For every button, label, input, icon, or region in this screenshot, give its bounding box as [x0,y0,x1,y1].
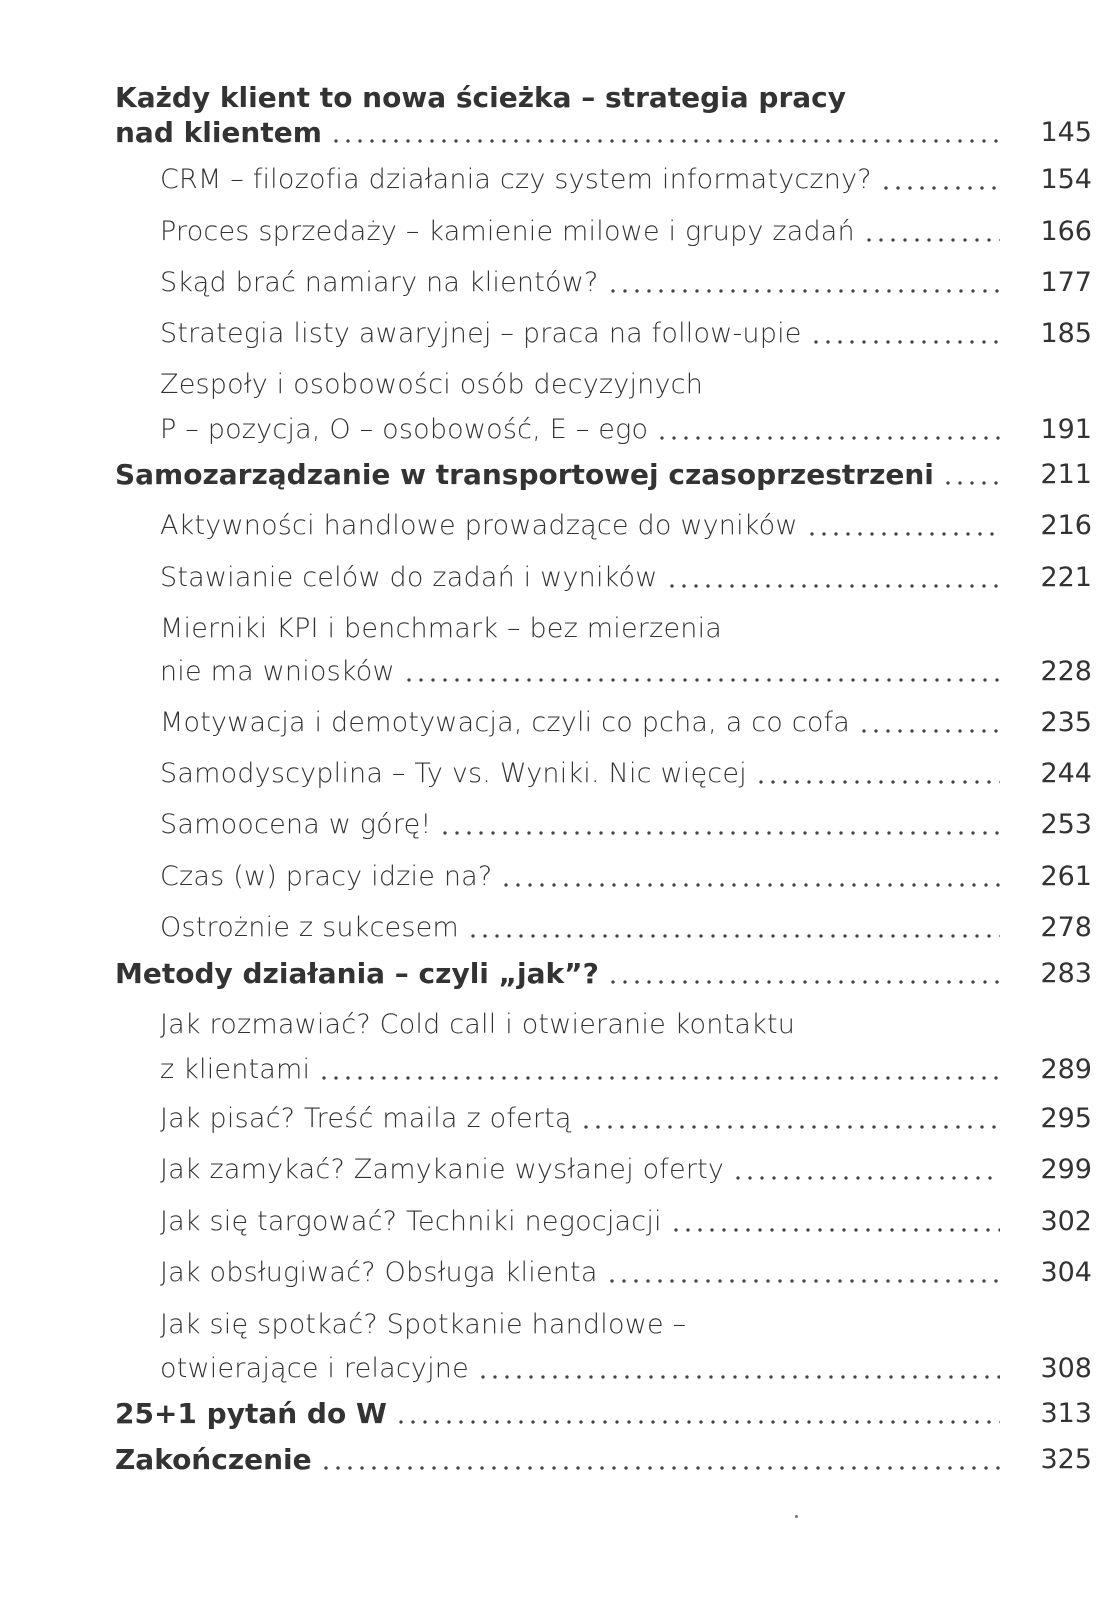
dot-leader [318,1072,1000,1084]
section-title: Jak się spotkać? Spotkanie handlowe – [160,1309,687,1340]
toc-section-line [0,698,1092,748]
section-title: Jak pisać? Treść maila z ofertą [160,1103,572,1134]
dot-leader [863,234,1000,246]
section-title: Czas (w) pracy idzie na? [160,861,493,892]
page-number: 145 [1040,117,1092,148]
toc-chapter-line [0,1435,1092,1485]
toc-section-line [0,800,1092,850]
page-number: 289 [1040,1054,1092,1085]
dot-leader [858,725,1000,737]
dot-leader [500,879,1000,891]
toc-section-line [0,852,1092,902]
section-title: Jak obsługiwać? Obsługa klienta [160,1257,598,1288]
page-number: 308 [1040,1353,1092,1384]
chapter-title: Zakończenie [115,1443,312,1476]
dot-leader [330,135,1000,147]
section-title: CRM – filozofia działania czy system informatyczny? [160,164,872,195]
section-title: Stawianie celów do zadań i wyników [160,562,658,593]
page-number: 221 [1040,562,1092,593]
section-title: nie ma wniosków [160,656,395,687]
dot-leader [656,432,1000,444]
toc-section-line [0,1000,1092,1050]
dot-leader [606,1275,1000,1287]
page-number: 299 [1040,1154,1092,1185]
dot-leader [942,477,1000,489]
toc-section-line [0,903,1092,953]
dot-leader [666,580,1000,592]
toc-section-line [0,1094,1092,1144]
toc-section-line [0,258,1092,308]
dot-leader [477,1371,1000,1383]
page-speck [795,1515,798,1518]
dot-leader [607,285,1000,297]
page-number: 211 [1040,459,1092,490]
section-title: otwierające i relacyjne [160,1353,469,1384]
page-number: 283 [1040,958,1092,989]
page-number: 177 [1040,267,1092,298]
page-number: 185 [1040,318,1092,349]
toc-section-line [0,1145,1092,1195]
dot-leader [580,1121,1000,1133]
page-number: 304 [1040,1257,1092,1288]
toc-chapter-line [0,1389,1092,1439]
section-title: Jak rozmawiać? Cold call i otwieranie kontaktu [160,1009,796,1040]
dot-leader [320,1462,1000,1474]
page-number: 166 [1040,216,1092,247]
page-number: 278 [1040,912,1092,943]
page-number: 154 [1040,164,1092,195]
chapter-title: 25+1 pytań do W [115,1397,387,1430]
page-number: 261 [1040,861,1092,892]
section-title: Ostrożnie z sukcesem [160,912,459,943]
dot-leader [755,776,1000,788]
dot-leader [395,1416,1000,1428]
section-title: Samoocena w górę! [160,809,432,840]
page-number: 244 [1040,758,1092,789]
chapter-title: Metody działania – czyli „jak”? [115,957,599,990]
section-title: Zespoły i osobowości osób decyzyjnych [160,369,704,400]
toc-section-line [0,1045,1092,1095]
toc-section-line [0,1300,1092,1350]
section-title: Samodyscyplina – Ty vs. Wyniki. Nic więcej [160,758,747,789]
toc-section-line [0,207,1092,257]
chapter-title: Samozarządzanie w transportowej czasoprzestrzeni [115,458,934,491]
page-number: 191 [1040,414,1092,445]
section-title: Mierniki KPI i benchmark – bez mierzenia [160,613,723,644]
dot-leader [607,976,1000,988]
toc-section-line [0,553,1092,603]
toc-section-line [0,405,1092,455]
section-title: Motywacja i demotywacja, czyli co pcha, a co cofa [160,707,851,738]
dot-leader [670,1224,1000,1236]
dot-leader [439,827,1000,839]
page-number: 216 [1040,510,1092,541]
section-title: Proces sprzedaży – kamienie milowe i grupy zadań [160,216,855,247]
page-number: 253 [1040,809,1092,840]
dot-leader [810,336,1000,348]
chapter-title: nad klientem [115,116,322,149]
page-number: 228 [1040,656,1092,687]
dot-leader [403,674,1000,686]
page-number: 235 [1040,707,1092,738]
dot-leader [880,182,1000,194]
toc-section-line [0,1344,1092,1394]
section-title: Aktywności handlowe prowadzące do wyników [160,510,798,541]
toc-section-line [0,647,1092,697]
dot-leader [467,930,1000,942]
dot-leader [732,1172,1000,1184]
toc-section-line [0,501,1092,551]
page-number: 302 [1040,1206,1092,1237]
page-number: 313 [1040,1398,1092,1429]
toc-chapter-line [0,450,1092,500]
section-title: Skąd brać namiary na klientów? [160,267,599,298]
section-title: Strategia listy awaryjnej – praca na follow-upie [160,318,802,349]
section-title: Jak zamykać? Zamykanie wysłanej oferty [160,1154,725,1185]
toc-section-line [0,360,1092,410]
section-title: P – pozycja, O – osobowość, E – ego [160,414,649,445]
toc-section-line [0,1197,1092,1247]
section-title: z klientami [160,1054,311,1085]
toc-chapter-line [0,108,1092,158]
page-number: 325 [1040,1444,1092,1475]
dot-leader [806,528,1000,540]
page-number: 295 [1040,1103,1092,1134]
toc-section-line [0,155,1092,205]
toc-section-line [0,749,1092,799]
toc-section-line [0,1248,1092,1298]
toc-chapter-line [0,949,1092,999]
section-title: Jak się targować? Techniki negocjacji [160,1206,662,1237]
toc-section-line [0,309,1092,359]
chapter-title: Każdy klient to nowa ścieżka – strategia pracy [115,81,847,114]
